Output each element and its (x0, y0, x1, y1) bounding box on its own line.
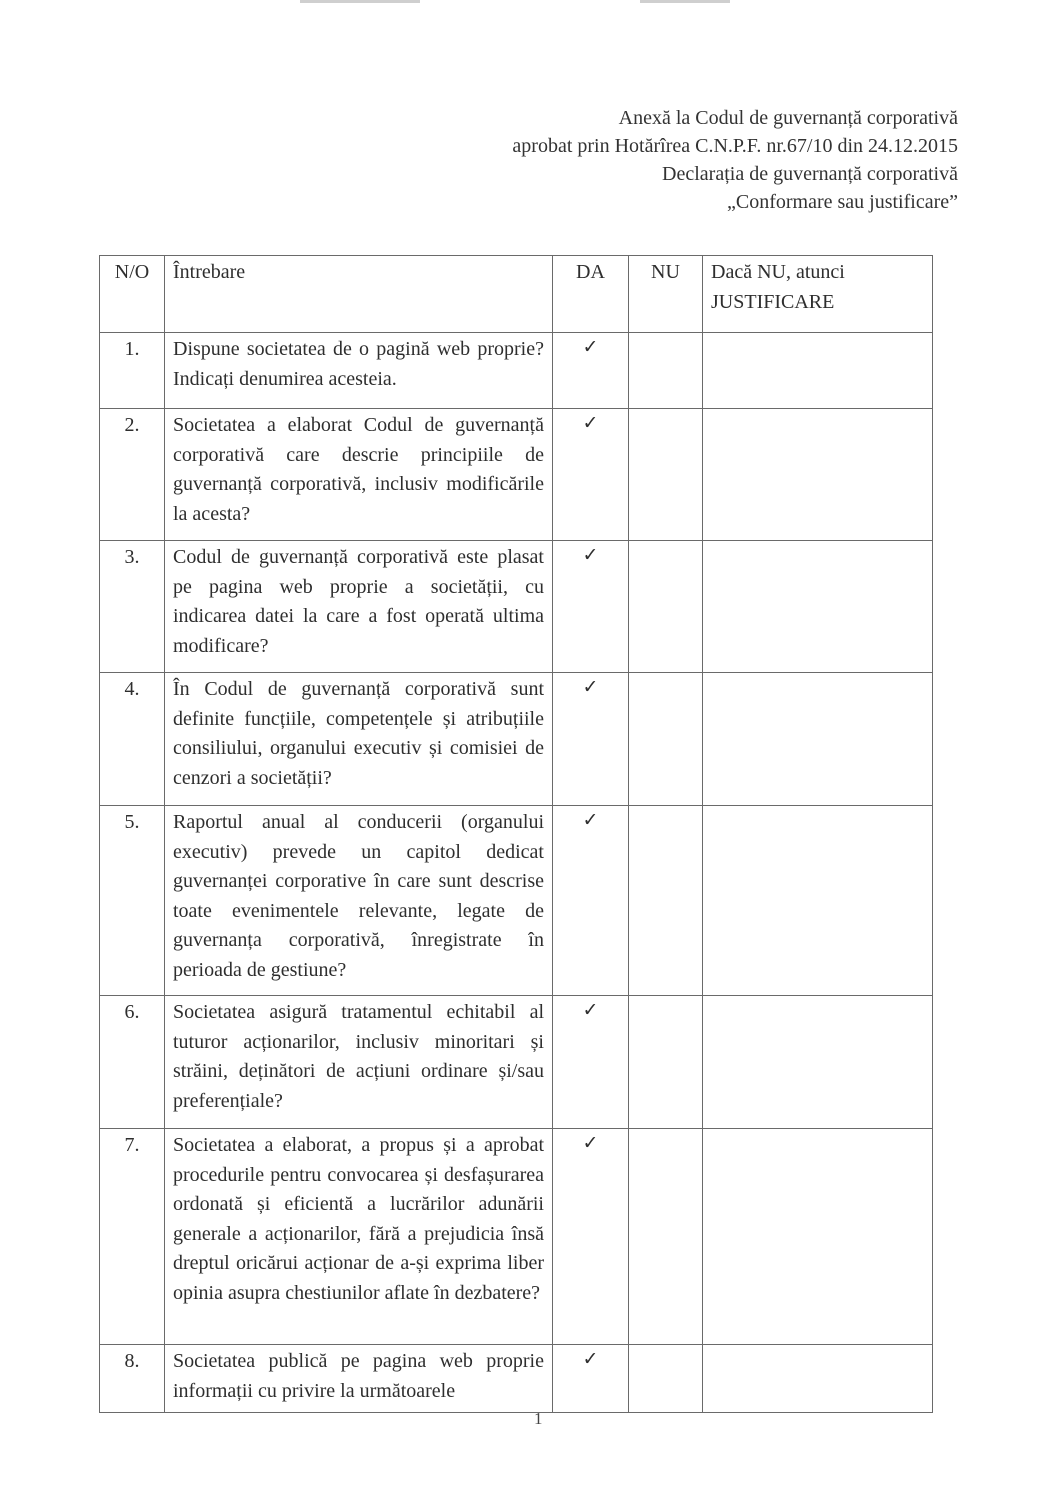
column-header-no: N/O (100, 256, 165, 333)
row-number: 3. (100, 541, 165, 673)
column-header-question: Întrebare (165, 256, 553, 333)
table-header-row (100, 256, 933, 333)
row-number: 6. (100, 996, 165, 1129)
document-header (512, 104, 958, 216)
row-da-checkmark: ✓ (553, 673, 629, 806)
row-question: Dispune societatea de o pagină web proprie? Indicați denumirea acesteia. (165, 333, 553, 409)
table-row (100, 806, 933, 996)
table-row (100, 673, 933, 806)
row-da-checkmark: ✓ (553, 333, 629, 409)
row-number: 8. (100, 1345, 165, 1413)
column-header-da: DA (553, 256, 629, 333)
row-question: Societatea asigură tratamentul echitabil al tuturor acționarilor, inclusiv minoritari și străini, deținători de acțiuni ordinare și/sau preferențiale? (165, 996, 553, 1129)
table-row (100, 333, 933, 409)
row-question: Raportul anual al conducerii (organului executiv) prevede un capitol dedicat guvernanței corporative în care sunt descrise toate evenimentele relevante, legate de guvernanța corporativă, înregistrate în perioada de gestiune? (165, 806, 553, 996)
row-justification-cell (703, 1345, 933, 1413)
header-approval-line: aprobat prin Hotărîrea C.N.P.F. nr.67/10 din 24.12.2015 (512, 135, 958, 157)
table-row (100, 996, 933, 1129)
row-justification-cell (703, 806, 933, 996)
row-number: 4. (100, 673, 165, 806)
row-nu-cell (629, 1345, 703, 1413)
row-nu-cell (629, 673, 703, 806)
row-justification-cell (703, 333, 933, 409)
column-header-justification: Dacă NU, atunci JUSTIFICARE (703, 256, 933, 333)
row-da-checkmark: ✓ (553, 996, 629, 1129)
row-nu-cell (629, 1129, 703, 1345)
table-row (100, 1345, 933, 1413)
row-justification-cell (703, 673, 933, 806)
row-number: 1. (100, 333, 165, 409)
row-question: Societatea publică pe pagina web proprie informații cu privire la următoarele (165, 1345, 553, 1413)
governance-declaration-table (99, 255, 933, 1413)
row-justification-cell (703, 1129, 933, 1345)
row-nu-cell (629, 996, 703, 1129)
row-nu-cell (629, 409, 703, 541)
row-da-checkmark: ✓ (553, 1129, 629, 1345)
row-justification-cell (703, 409, 933, 541)
row-number: 7. (100, 1129, 165, 1345)
header-declaration-line: Declarația de guvernanță corporativă (662, 163, 958, 185)
scan-edge-mark (640, 0, 730, 3)
row-nu-cell (629, 806, 703, 996)
page-number: 1 (534, 1409, 543, 1428)
row-question: În Codul de guvernanță corporativă sunt definite funcțiile, competențele și atribuțiile consiliului, organului executiv și comisiei de cenzori a societății? (165, 673, 553, 806)
header-annex-line: Anexă la Codul de guvernanță corporativă (618, 107, 958, 129)
column-header-nu: NU (629, 256, 703, 333)
row-justification-cell (703, 541, 933, 673)
header-subtitle-line: „Conformare sau justificare” (726, 191, 958, 213)
row-question: Societatea a elaborat, a propus și a aprobat procedurile pentru convocarea și desfașurarea ordonată și eficientă a lucrărilor adunării generale a acționarilor, fără a prejudicia însă dreptul oricărui acționar de a-și exprima liber opinia asupra chestiunilor aflate în dezbatere? (165, 1129, 553, 1345)
row-justification-cell (703, 996, 933, 1129)
row-da-checkmark: ✓ (553, 409, 629, 541)
row-question: Codul de guvernanță corporativă este plasat pe pagina web proprie a societății, cu indicarea datei la care a fost operată ultima modificare? (165, 541, 553, 673)
table-row (100, 1129, 933, 1345)
row-number: 2. (100, 409, 165, 541)
row-da-checkmark: ✓ (553, 1345, 629, 1413)
scan-edge-mark (300, 0, 420, 3)
row-da-checkmark: ✓ (553, 806, 629, 996)
row-nu-cell (629, 333, 703, 409)
table-row (100, 409, 933, 541)
row-question: Societatea a elaborat Codul de guvernanță corporativă care descrie principiile de guvernanță corporativă, inclusiv modificările la acesta? (165, 409, 553, 541)
row-nu-cell (629, 541, 703, 673)
table-row (100, 541, 933, 673)
row-number: 5. (100, 806, 165, 996)
row-da-checkmark: ✓ (553, 541, 629, 673)
